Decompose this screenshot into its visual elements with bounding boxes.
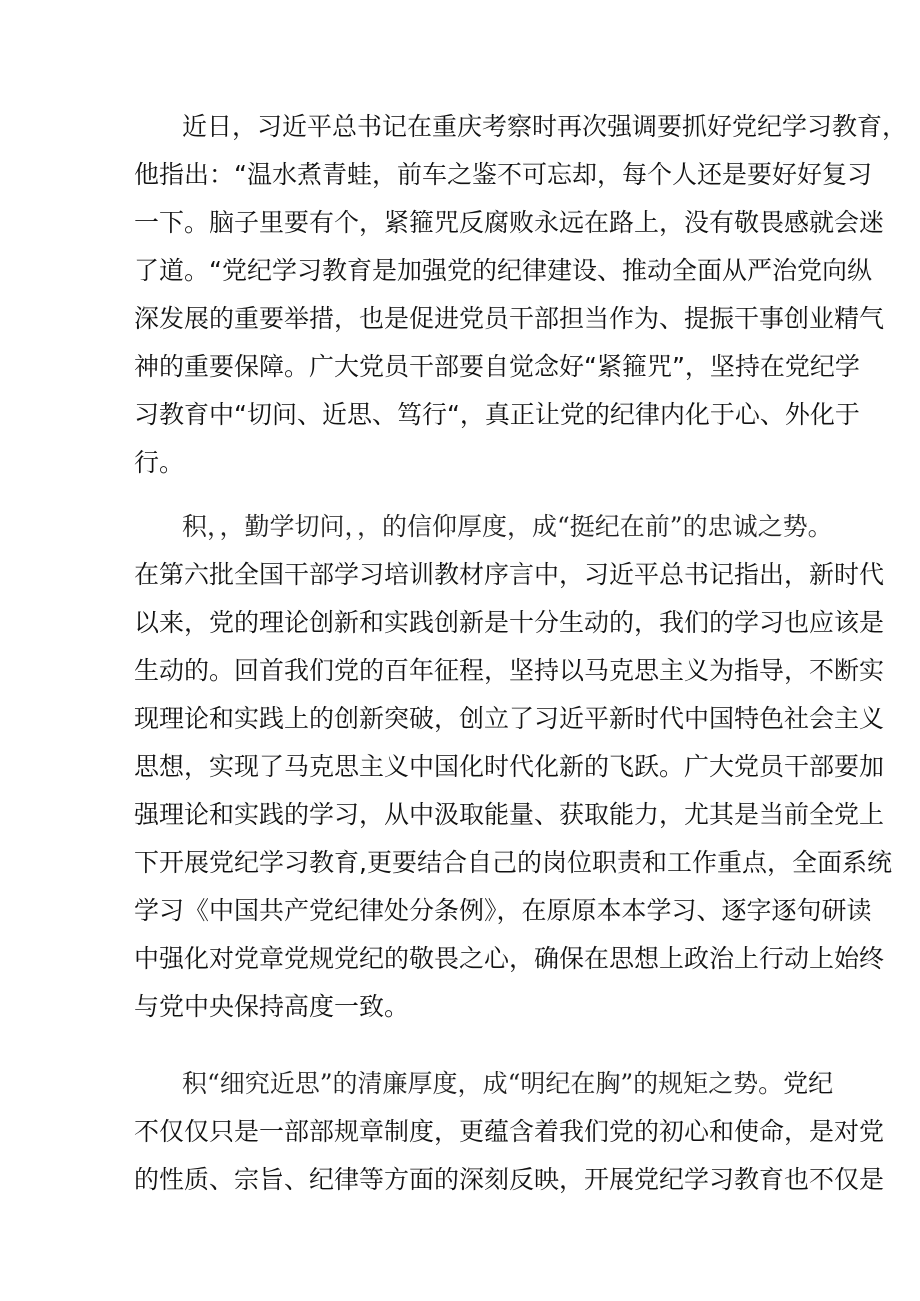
paragraph-3-heading: 积“细究近思”的清廉厚度，成“明纪在胸”的规矩之势。 [182, 1069, 784, 1098]
paragraph-2-line-8: 学习《中国共产党纪律处分条例》，在原原本本学习、逐字逐句研读 [134, 896, 872, 925]
paragraph-2-line-7: 下开展党纪学习教育,更要结合自己的岗位职责和工作重点，全面系统 [134, 848, 892, 877]
paragraph-3-line-2: 的性质、宗旨、纪律等方面的深刻反映，开展党纪学习教育也不仅是 [134, 1165, 885, 1194]
paragraph-2-line-10: 与党中央保持高度一致。 [134, 992, 410, 1021]
paragraph-1-line-5: 深发展的重要举措，也是促进党员干部担当作为、提振干事创业精气 [134, 304, 885, 333]
paragraph-2-line-1: 在第六批全国干部学习培训教材序言中，习近平总书记指出，新时代 [134, 560, 885, 589]
paragraph-2-line-6: 强理论和实践的学习，从中汲取能量、获取能力，尤其是当前全党上 [134, 800, 885, 829]
paragraph-1-line-4: 了道。“党纪学习教育是加强党的纪律建设、推动全面从严治党向纵 [134, 256, 872, 285]
paragraph-3-heading-tail: 党纪 [783, 1069, 834, 1098]
paragraph-2-line-3: 生动的。回首我们党的百年征程，坚持以马克思主义为指导，不断实 [134, 656, 885, 685]
paragraph-1-line-3: 一下。脑子里要有个，紧箍咒反腐败永远在路上，没有敬畏感就会迷 [134, 208, 885, 237]
paragraph-3-heading-line [182, 1064, 834, 1104]
paragraph-1-line-6: 神的重要保障。广大党员干部要自觉念好“紧箍咒”，坚持在党纪学 [134, 352, 860, 381]
paragraph-1-line-7: 习教育中“切问、近思、笃行“，真正让党的纪律内化于心、外化于 [134, 400, 860, 429]
paragraph-2-line-5: 思想，实现了马克思主义中国化时代化新的飞跃。广大党员干部要加 [134, 752, 885, 781]
paragraph-1-line-1: 近日，习近平总书记在重庆考察时再次强调要抓好党纪学习教育， [182, 112, 908, 141]
paragraph-2-line-2: 以来，党的理论创新和实践创新是十分生动的，我们的学习也应该是 [134, 608, 885, 637]
paragraph-2-line-4: 现理论和实践上的创新突破，创立了习近平新时代中国特色社会主义 [134, 704, 885, 733]
paragraph-2-line-9: 中强化对党章党规党纪的敬畏之心，确保在思想上政治上行动上始终 [134, 944, 885, 973]
paragraph-2-heading: 积，，勤学切问，，的信仰厚度，成“挺纪在前”的忠诚之势。 [182, 512, 833, 541]
paragraph-1-line-8: 行。 [134, 448, 185, 477]
paragraph-3-line-1: 不仅仅只是一部部规章制度，更蕴含着我们党的初心和使命，是对党 [134, 1117, 885, 1146]
paragraph-1-line-2: 他指出：“温水煮青蛙，前车之鉴不可忘却，每个人还是要好好复习 [134, 160, 872, 189]
